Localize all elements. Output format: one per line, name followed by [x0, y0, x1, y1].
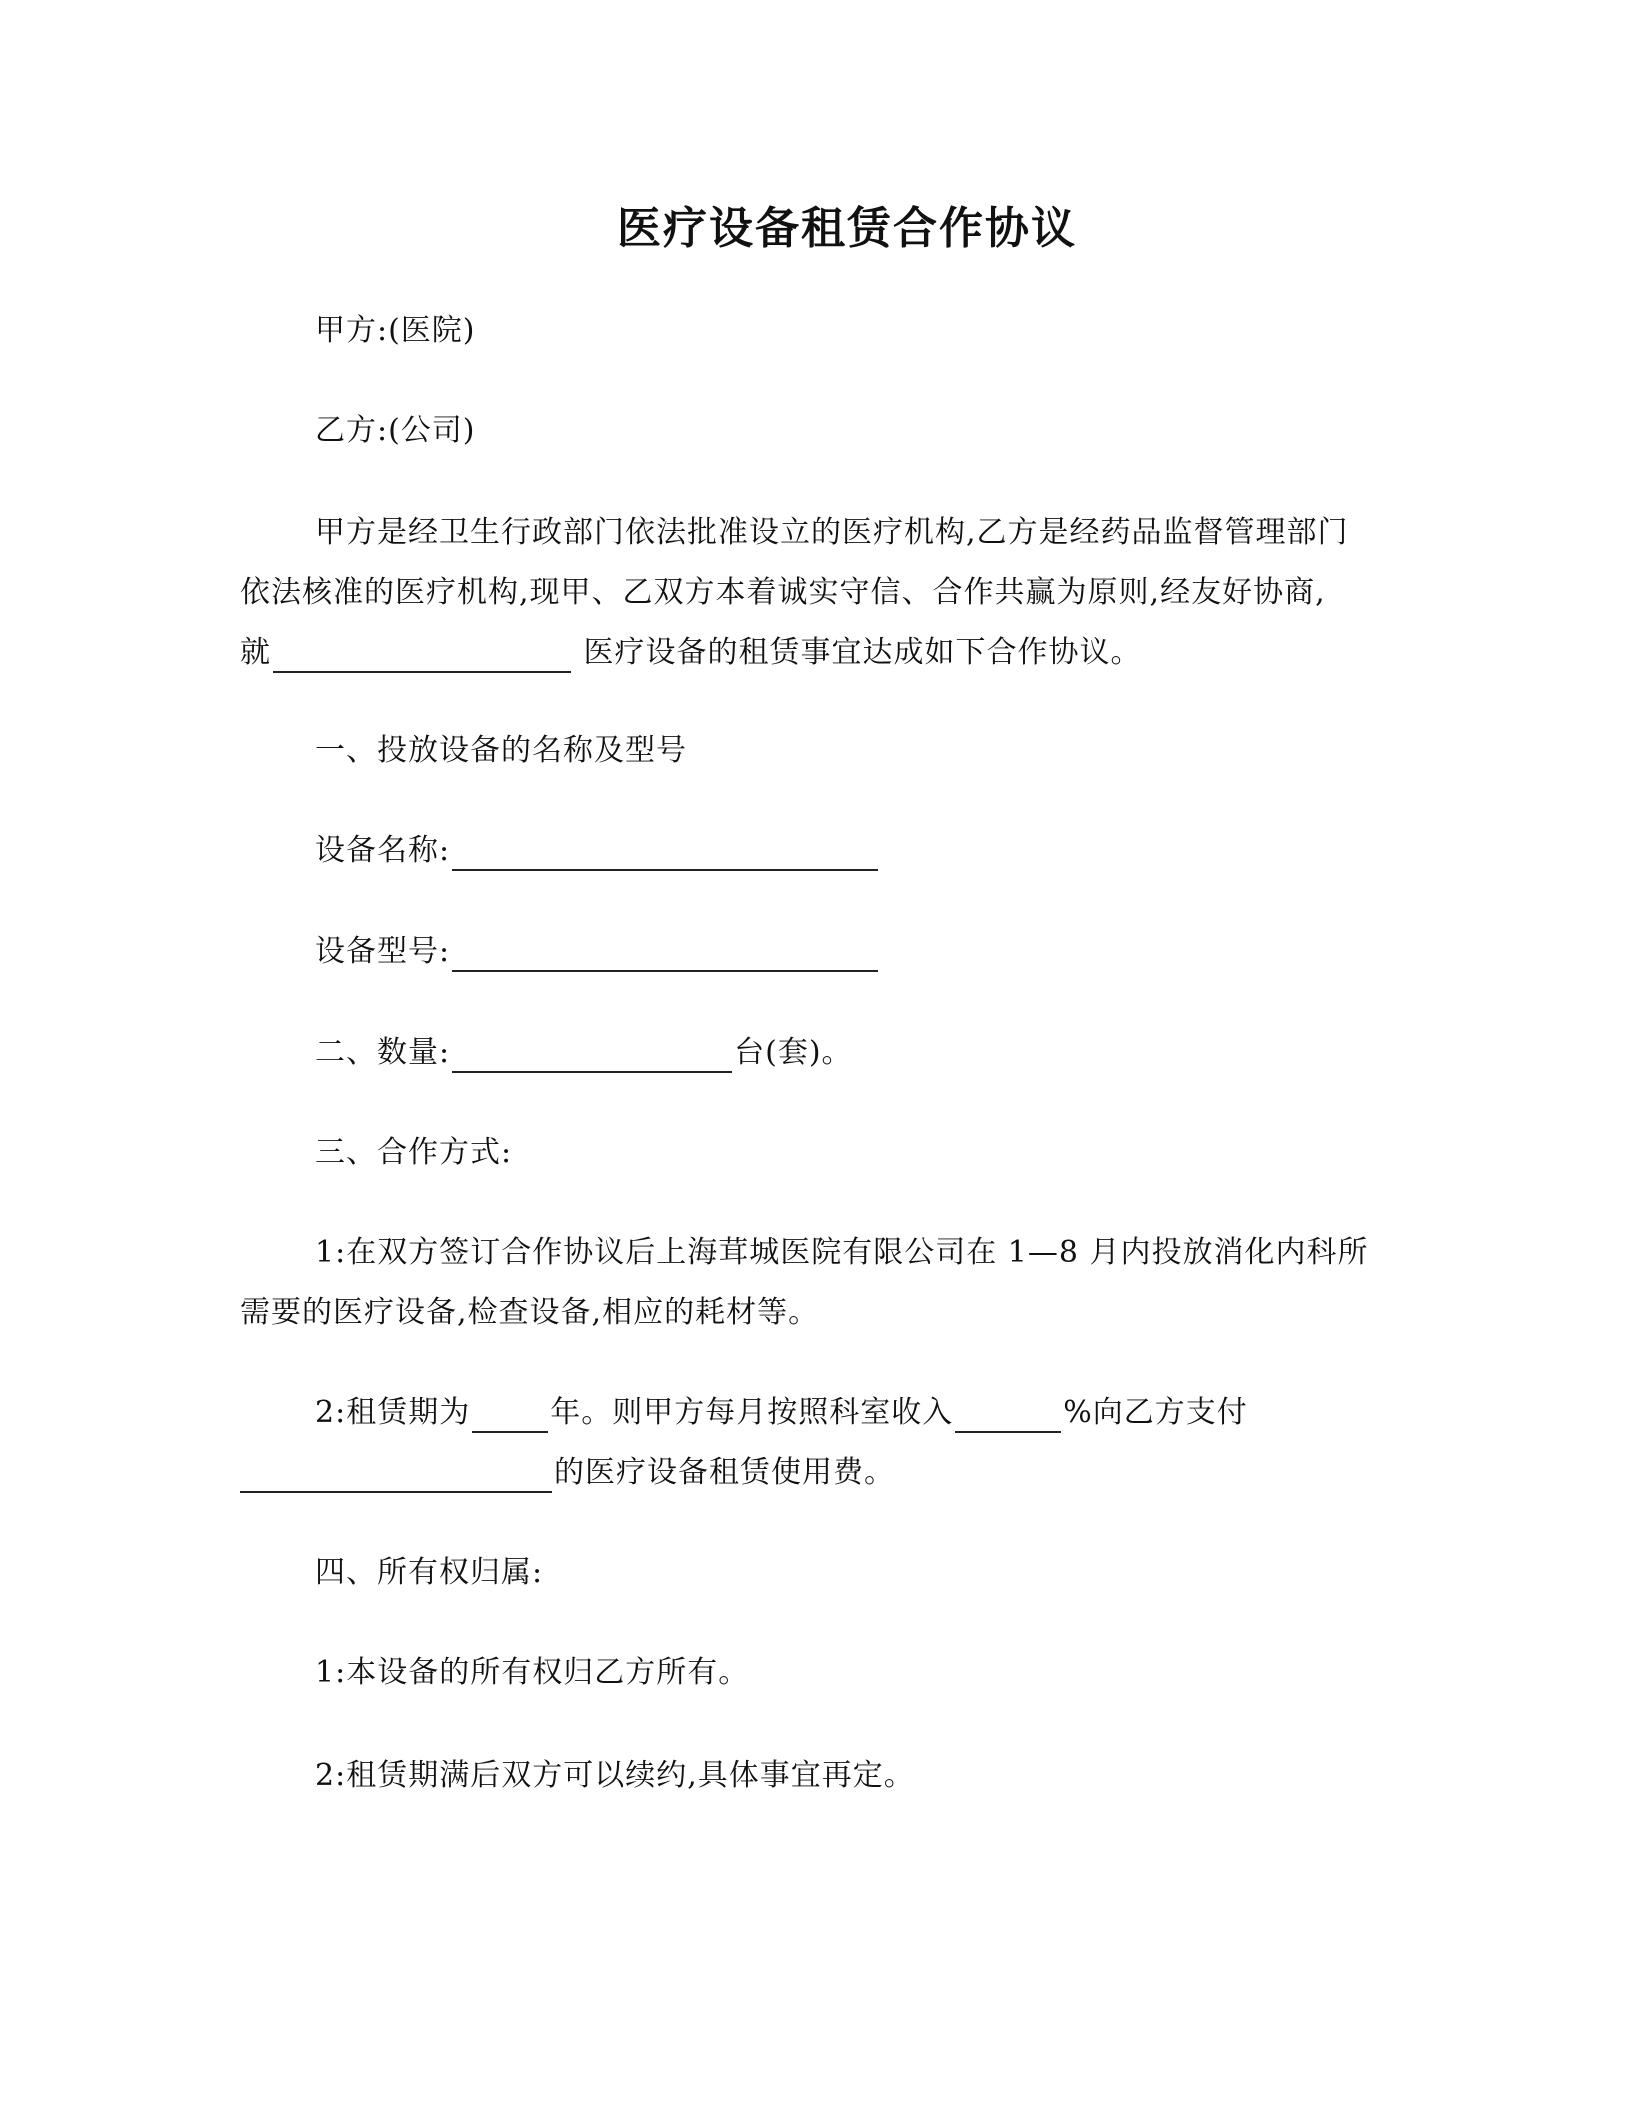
section-3-item-2-line-2 [240, 1453, 895, 1493]
intro-pre: 就 [240, 635, 271, 670]
quantity-row [315, 1033, 853, 1073]
fee-blank[interactable] [240, 1459, 552, 1493]
section-3-heading: 三、合作方式: [315, 1135, 513, 1170]
section-3-item-2-line-1 [315, 1393, 1248, 1433]
section-4-item-1: 1:本设备的所有权归乙方所有。 [315, 1655, 750, 1690]
equipment-model-blank[interactable] [452, 938, 878, 972]
party-b: 乙方:(公司) [315, 413, 476, 448]
quantity-suffix: 台(套)。 [734, 1035, 853, 1070]
revenue-percent-blank[interactable] [955, 1399, 1061, 1433]
intro-line-2: 依法核准的医疗机构,现甲、乙双方本着诚实守信、合作共赢为原则,经友好协商, [240, 575, 1326, 610]
lease-post-text: %向乙方支付 [1063, 1395, 1248, 1430]
lease-term-label: 2:租赁期为 [315, 1395, 471, 1430]
section-3-item-1-line-1: 1:在双方签订合作协议后上海茸城医院有限公司在 1—8 月内投放消化内科所 [315, 1235, 1369, 1270]
lease-mid-text: 年。则甲方每月按照科室收入 [550, 1395, 954, 1430]
equipment-name-label: 设备名称: [315, 833, 451, 868]
equipment-name-blank[interactable] [452, 837, 878, 871]
section-3-item-1-line-2: 需要的医疗设备,检查设备,相应的耗材等。 [240, 1295, 820, 1330]
lease-years-blank[interactable] [472, 1399, 548, 1433]
intro-post: 医疗设备的租赁事宜达成如下合作协议。 [583, 635, 1142, 670]
fee-text: 的医疗设备租赁使用费。 [554, 1455, 895, 1490]
section-4-heading: 四、所有权归属: [315, 1555, 544, 1590]
quantity-label: 二、数量: [315, 1035, 451, 1070]
intro-line-3 [240, 633, 1142, 673]
document-title: 医疗设备租赁合作协议 [617, 203, 1077, 254]
section-1-heading: 一、投放设备的名称及型号 [315, 733, 687, 768]
equipment-blank[interactable] [273, 639, 571, 673]
quantity-blank[interactable] [452, 1039, 732, 1073]
equipment-model-row [315, 932, 880, 972]
intro-line-1: 甲方是经卫生行政部门依法批准设立的医疗机构,乙方是经药品监督管理部门 [315, 515, 1349, 550]
party-a: 甲方:(医院) [315, 313, 476, 348]
equipment-name-row [315, 831, 880, 871]
section-4-item-2: 2:租赁期满后双方可以续约,具体事宜再定。 [315, 1758, 915, 1793]
equipment-model-label: 设备型号: [315, 934, 451, 969]
